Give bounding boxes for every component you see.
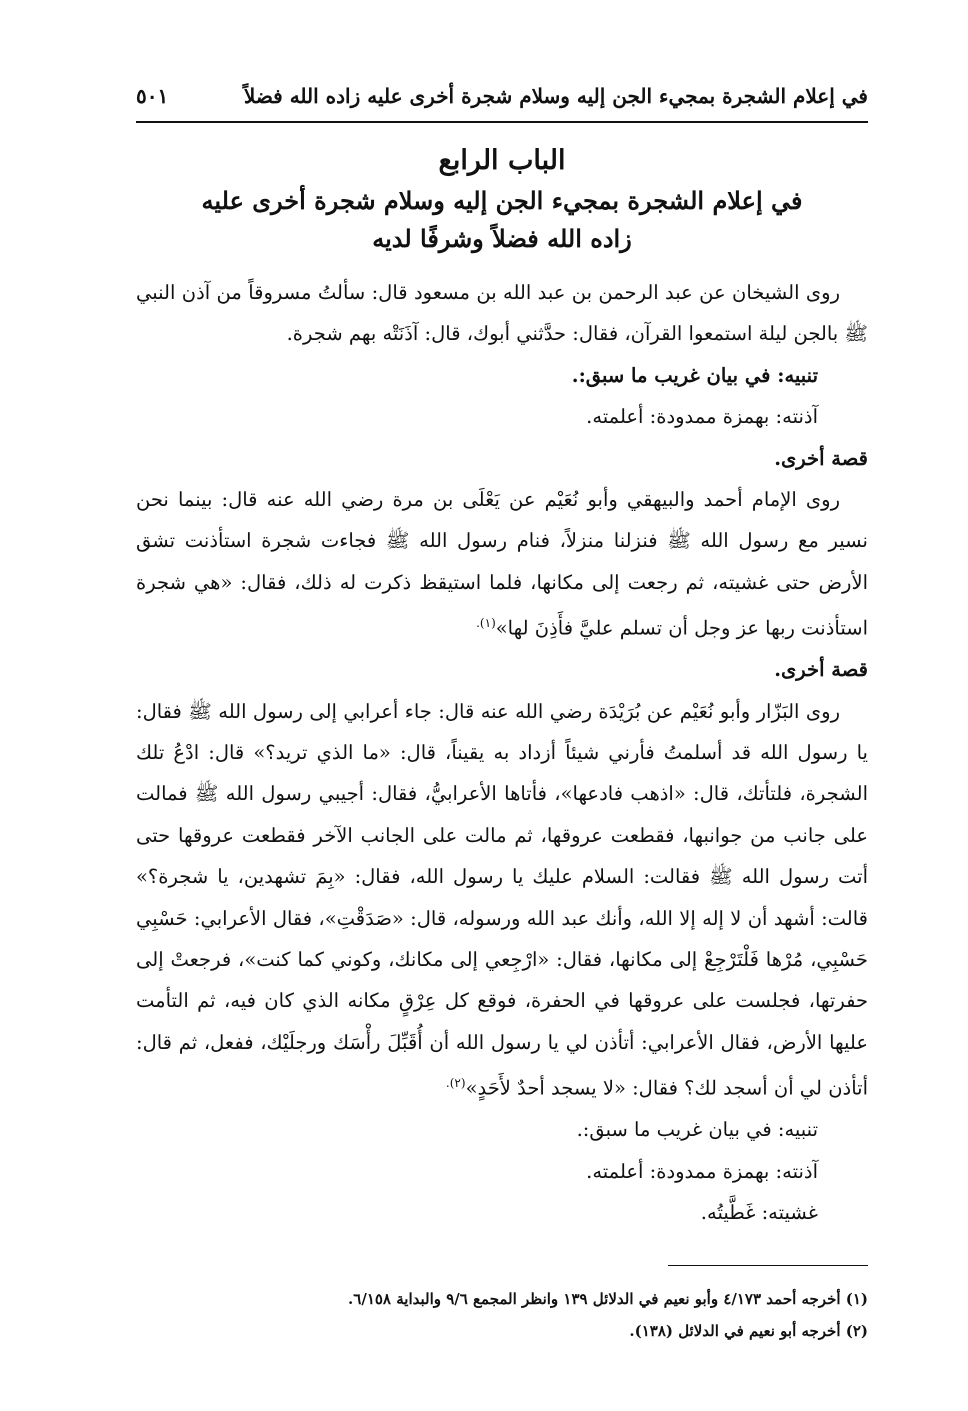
story-2-heading: قصة أخرى. (774, 658, 868, 682)
footnote-1: (١) أخرجه أحمد ٤/١٧٣ وأبو نعيم في الدلائل ١٣٩ وانظر المجمع ٩/٦ والبداية ٦/١٥٨. (348, 1290, 868, 1308)
paragraph-2-text: روى الإمام أحمد والبيهقي وأبو نُعَيْم عن يَعْلَى بن مرة رضي الله عنه قال: بينما نحن نسير مع رسول الله ﷺ فنزلنا منزلاً، فنام رسول الله ﷺ فجاءت شجرة استأذنت تشق الأرض حتى غشيته، ثم رجعت إلى مكانها، فلما استيقظ ذكرت له ذلك، فقال: «هي شجرة استأذنت ربها عز وجل أن تسلم عليَّ فأَذِنَ لها» (136, 488, 868, 640)
footnote-rule (668, 1265, 868, 1266)
running-head (136, 84, 868, 118)
note-1-heading: تنبيه: في بيان غريب ما سبق:. (571, 363, 818, 387)
chapter-title-line-1: في إعلام الشجرة بمجيء الجن إليه وسلام شجرة أخرى عليه (201, 186, 803, 215)
chapter-heading (136, 140, 868, 258)
footnote-ref-1: (١). (476, 616, 496, 631)
note-2-heading: تنبيه: في بيان غريب ما سبق:. (576, 1118, 818, 1142)
paragraph-3 (136, 691, 868, 1110)
footnotes (136, 1283, 868, 1347)
chapter-number: الباب الرابع (438, 145, 566, 176)
note-2-item-1: آذنته: بهمزة ممدودة: أعلمته. (586, 1159, 818, 1183)
paragraph-1: روى الشيخان عن عبد الرحمن بن عبد الله بن مسعود قال: سألتُ مسروقاً من آذن النبي ﷺ بالجن ليلة استمعوا القرآن، فقال: حدَّثني أبوك، قال: آذَنَتْه بهم شجرة. (136, 281, 868, 346)
paragraph-3-text: روى البَزّار وأبو نُعَيْم عن بُرَيْدَة رضي الله عنه قال: جاء أعرابي إلى رسول الله ﷺ فقال: يا رسول الله قد أسلمتُ فأرني شيئاً أزداد به يقيناً، قال: «ما الذي تريد؟» قال: ادْعُ تلك الشجرة، فلتأتك، قال: «اذهب فادعها»، فأتاها الأعرابيُّ، فقال: أجيبي رسول الله ﷺ فمالت على جانب من جوانبها، فقطعت عروقها، ثم مالت على الجانب الآخر فقطعت عروقها حتى أتت رسول الله ﷺ فقالت: السلام عليك يا رسول الله، فقال: «بِمَ تشهدين، يا شجرة؟» قالت: أشهد أن لا إله إلا الله، وأنك عبد الله ورسوله، قال: «صَدَقْتِ»، فقال الأعرابي: حَسْبِي حَسْبِي، مُرْها فَلْتَرْجِعْ إلى مكانها، فقال: «ارْجِعي إلى مكانك، وكوني كما كنت»، فرجعتْ إلى حفرتها، فجلست على عروقها في الحفرة، فوقع كل عِرْقٍ مكانه الذي كان فيه، ثم التأمت عليها الأرض، فقال الأعرابي: أتأذن لي يا رسول الله أن أُقَبِّلَ رأْسَك ورجلَيْك، ففعل، ثم قال: أتأذن لي أن أسجد لك؟ فقال: «لا يسجد أحدٌ لأَحَدٍ» (136, 699, 868, 1100)
paragraph-2 (136, 479, 868, 649)
page-number: ٥٠١ (136, 84, 169, 108)
note-2-item-2: غشيته: غَطَّيتُه. (700, 1200, 818, 1224)
note-1-item-1: آذنته: بهمزة ممدودة: أعلمته. (586, 405, 818, 429)
running-title: في إعلام الشجرة بمجيء الجن إليه وسلام شجرة أخرى عليه زاده الله فضلاً (243, 84, 868, 108)
chapter-title-line-2: زاده الله فضلاً وشرفًا لديه (372, 224, 632, 253)
header-rule (136, 121, 868, 123)
footnote-2: (٢) أخرجه أبو نعيم في الدلائل (١٣٨). (629, 1322, 868, 1340)
footnote-ref-2: (٢). (445, 1076, 466, 1091)
body-text (136, 272, 868, 1233)
story-1-heading: قصة أخرى. (774, 446, 868, 470)
